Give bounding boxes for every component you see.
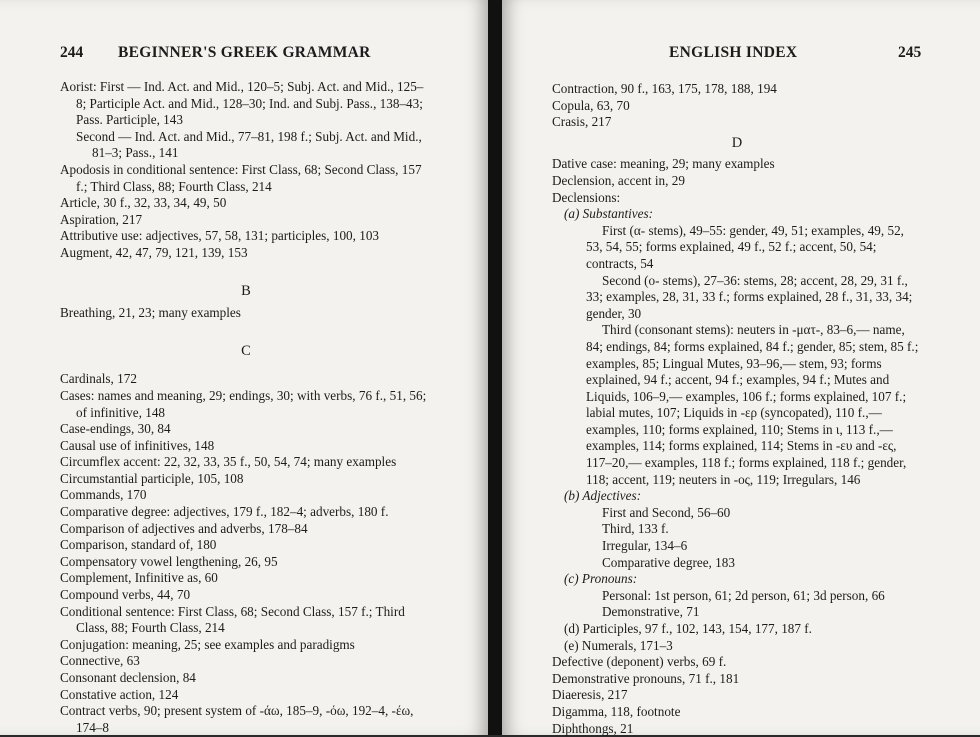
index-entry: Consonant declension, 84 <box>60 670 196 685</box>
index-entry: Aspiration, 217 <box>60 211 143 227</box>
section-letter-d: D <box>731 134 743 151</box>
index-entry: Demonstrative, 71 <box>602 604 700 620</box>
index-entry: Cases: names and meaning, 29; endings, 30; with verbs, 76 f., 51, 56; of infinitive, 148 <box>60 387 427 420</box>
left-running-header: BEGINNER'S GREEK GRAMMAR <box>118 44 371 61</box>
index-entry: Article, 30 f., 32, 33, 34, 49, 50 <box>60 195 227 211</box>
index-entry: Second — Ind. Act. and Mid., 77–81, 198 f.; Subj. Act. and Mid., 81–3; Pass., 141 <box>76 128 422 161</box>
right-index-column <box>552 81 922 737</box>
index-entry: Compensatory vowel lengthening, 26, 95 <box>60 553 278 569</box>
index-entry: Attributive use: adjectives, 57, 58, 131; participles, 100, 103 <box>60 228 380 244</box>
right-page-number: 245 <box>898 44 922 61</box>
subsection-adjectives: (b) Adjectives: <box>564 488 642 504</box>
index-entry: Defective (deponent) verbs, 69 f. <box>552 654 727 670</box>
index-entry: Diaeresis, 217 <box>552 687 628 703</box>
index-entry: Contraction, 90 f., 163, 175, 178, 188, 194 <box>552 81 777 96</box>
index-entry: Compound verbs, 44, 70 <box>60 587 191 603</box>
section-letter-c: C <box>241 342 251 359</box>
index-entry: Diphthongs, 21 <box>552 720 634 736</box>
index-entry: Comparative degree: adjectives, 179 f., 182–4; adverbs, 180 f. <box>60 504 389 520</box>
index-entry: Second (ο- stems), 27–36: stems, 28; accent, 28, 29, 31 f., 33; examples, 28, 31, 33 f.; forms explained, 28 f., 31, 33, 34; gender, 30 <box>586 272 913 321</box>
index-entry: Contract verbs, 90; present system of -άω, 185–9, -όω, 192–4, -έω, 174–8 <box>60 703 414 735</box>
index-entry: Cardinals, 172 <box>60 371 137 387</box>
index-entry: Aorist: First — Ind. Act. and Mid., 120–5; Subj. Act. and Mid., 125–8; Participle Act. and Mid., 128–30; Ind. and Subj. Pass., 138–43; Pass. Participle, 143 <box>60 79 424 128</box>
index-entry: Third, 133 f. <box>602 521 669 537</box>
index-entry: Conjugation: meaning, 25; see examples and paradigms <box>60 636 355 652</box>
index-entry: Comparative degree, 183 <box>602 554 735 570</box>
section-letter-b: B <box>241 282 251 299</box>
index-entry: Irregular, 134–6 <box>602 538 688 554</box>
index-entry: Connective, 63 <box>60 653 140 669</box>
index-entry: Third (consonant stems): neuters in -ματ-, 83–6,— name, 84; endings, 84; forms explained, 84 f.; gender, 85; stem, 85 f.; examples, 85; Lingual Mutes, 93–96,— stem, 93; forms explained, 94 f.; accent, 94 f.; examples, 94 f.; Mutes and Liquids, 106–9,— examples, 106 f.; forms explained, 107 f.; labial mutes, 107; Liquids in -ερ (syncopated), 110 f.,— examples, 110; forms explained, 110; Stems in ι, 113 f.,— examples, 114; forms explained, 114; Stems in -ευ and -ες, 117–20,— examples, 118 f.; forms explained, 118 f.; gender, 118; accent, 119; neuters in -ος, 119; Irregulars, 146 <box>586 322 919 487</box>
index-entry: Complement, Infinitive as, 60 <box>60 570 218 586</box>
subsection-numerals: (e) Numerals, 171–3 <box>564 637 673 653</box>
subsection-participles: (d) Participles, 97 f., 102, 143, 154, 177, 187 f. <box>564 621 812 636</box>
index-entry: Dative case: meaning, 29; many examples <box>552 156 775 172</box>
index-entry: Apodosis in conditional sentence: First Class, 68; Second Class, 157 f.; Third Class, 88; Fourth Class, 214 <box>60 161 422 194</box>
subsection-substantives: (a) Substantives: <box>564 206 653 222</box>
index-entry: Constative action, 124 <box>60 686 179 702</box>
index-entry: Case-endings, 30, 84 <box>60 421 171 437</box>
index-entry: Circumflex accent: 22, 32, 33, 35 f., 50, 54, 74; many examples <box>60 454 397 470</box>
index-entry: Commands, 170 <box>60 487 147 503</box>
index-entry: Personal: 1st person, 61; 2d person, 61; 3d person, 66 <box>602 587 885 603</box>
index-entry: Digamma, 118, footnote <box>552 703 681 719</box>
left-page <box>0 0 488 735</box>
book-gutter <box>488 0 502 735</box>
index-entry: First (α- stems), 49–55: gender, 49, 51; examples, 49, 52, 53, 54, 55; forms explained, 49 f., 52 f.; accent, 50, 54; contracts, 54 <box>586 222 904 271</box>
index-entry: Copula, 63, 70 <box>552 97 630 113</box>
index-entry: Comparison of adjectives and adverbs, 178–84 <box>60 520 308 536</box>
index-entry: Breathing, 21, 23; many examples <box>60 305 241 321</box>
index-entry: Crasis, 217 <box>552 114 612 130</box>
index-entry: Declensions: <box>552 189 621 205</box>
index-entry: Comparison, standard of, 180 <box>60 537 217 553</box>
index-entry: Causal use of infinitives, 148 <box>60 437 215 453</box>
index-entry: First and Second, 56–60 <box>602 504 731 520</box>
index-entry: Declension, accent in, 29 <box>552 172 685 188</box>
index-entry: Demonstrative pronouns, 71 f., 181 <box>552 670 740 686</box>
index-entry: Augment, 42, 47, 79, 121, 139, 153 <box>60 244 248 260</box>
left-page-number: 244 <box>60 44 84 61</box>
subsection-pronouns: (c) Pronouns: <box>564 571 638 587</box>
index-entry: Circumstantial participle, 105, 108 <box>60 470 244 486</box>
left-index-column <box>60 79 432 735</box>
right-running-header: ENGLISH INDEX <box>669 44 798 61</box>
index-entry: Conditional sentence: First Class, 68; Second Class, 157 f.; Third Class, 88; Fourth Class, 214 <box>60 603 405 636</box>
